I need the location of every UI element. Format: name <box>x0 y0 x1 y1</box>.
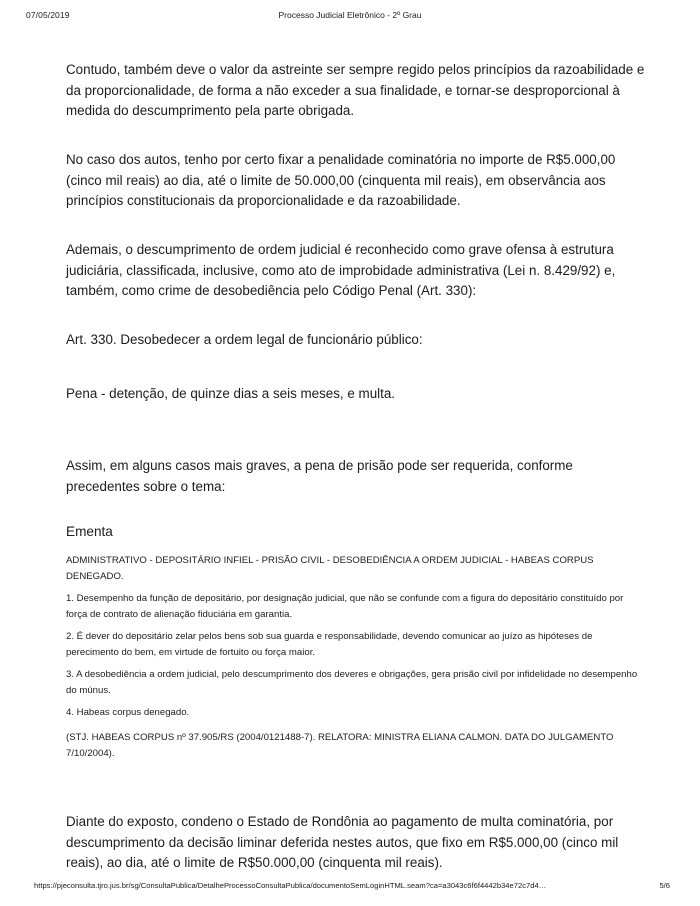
print-date: 07/05/2019 <box>26 10 70 20</box>
paragraph-precedents-intro: Assim, em alguns casos mais graves, a pena de prisão pode ser requerida, conforme precedentes sobre o tema: <box>66 458 573 494</box>
ementa-item-1: 1. Desempenho da função de depositário, por designação judicial, que não se confunde com a figura do depositário constituído por força de contrato de alienação fiduciária em garantia. <box>66 593 624 620</box>
ementa-item-3: 3. A desobediência a ordem judicial, pelo descumprimento dos deveres e obrigações, gera prisão civil por infidelidade no desempenho do múnus. <box>66 669 638 696</box>
paragraph-conclusion: Diante do exposto, condeno o Estado de Rondônia ao pagamento de multa cominatória, por descumprimento da decisão liminar deferida nestes autos, que fixo em R$5.000,00 (cinco mil reais), ao dia, até o limite de R$50.000,00 (cinquenta mil reais). <box>66 814 619 870</box>
footer-url: https://pjeconsulta.tjro.jus.br/sg/ConsultaPublica/DetalheProcessoConsultaPublica/documentoSemLoginHTML.seam?ca=a3043c6f6f4442b34e72c7d4… <box>34 881 547 890</box>
paragraph-art-330: Art. 330. Desobedecer a ordem legal de funcionário público: <box>66 332 423 347</box>
page-number: 5/6 <box>659 881 670 890</box>
paragraph-disobedience: Ademais, o descumprimento de ordem judicial é reconhecido como grave ofensa à estrutura judiciária, classificada, inclusive, como ato de improbidade administrativa (Lei n. 8.429/92) e, também, como crime de desobediência pelo Código Penal (Art. 330): <box>66 242 616 298</box>
page-header-title: Processo Judicial Eletrônico - 2º Grau <box>278 10 422 20</box>
ementa-title: Ementa <box>66 524 113 539</box>
ementa-citation: (STJ. HABEAS CORPUS nº 37.905/RS (2004/0121488-7). RELATORA: MINISTRA ELIANA CALMON. DATA DO JULGAMENTO 7/10/2004). <box>66 732 614 759</box>
ementa-item-2: 2. É dever do depositário zelar pelos bens sob sua guarda e responsabilidade, devendo comunicar ao juízo as hipóteses de perecimento do bem, em virtude de fortuito ou força maior. <box>66 631 593 658</box>
paragraph-astreinte: Contudo, também deve o valor da astreinte ser sempre regido pelos princípios da razoabilidade e da proporcionalidade, de forma a não exceder a sua finalidade, e tornar-se desproporcional à medida do descumprimento pela parte obrigada. <box>66 62 645 118</box>
paragraph-penalty-amount: No caso dos autos, tenho por certo fixar a penalidade cominatória no importe de R$5.000,00 (cinco mil reais) ao dia, até o limite de 50.000,00 (cinquenta mil reais), em observância aos princípios constitucionais da proporcionalidade e da razoabilidade. <box>66 152 616 208</box>
ementa-heading: ADMINISTRATIVO - DEPOSITÁRIO INFIEL - PRISÃO CIVIL - DESOBEDIÊNCIA A ORDEM JUDICIAL - HABEAS CORPUS DENEGADO. <box>66 555 594 582</box>
ementa-item-4: 4. Habeas corpus denegado. <box>66 707 190 718</box>
paragraph-pena: Pena - detenção, de quinze dias a seis meses, e multa. <box>66 386 396 401</box>
